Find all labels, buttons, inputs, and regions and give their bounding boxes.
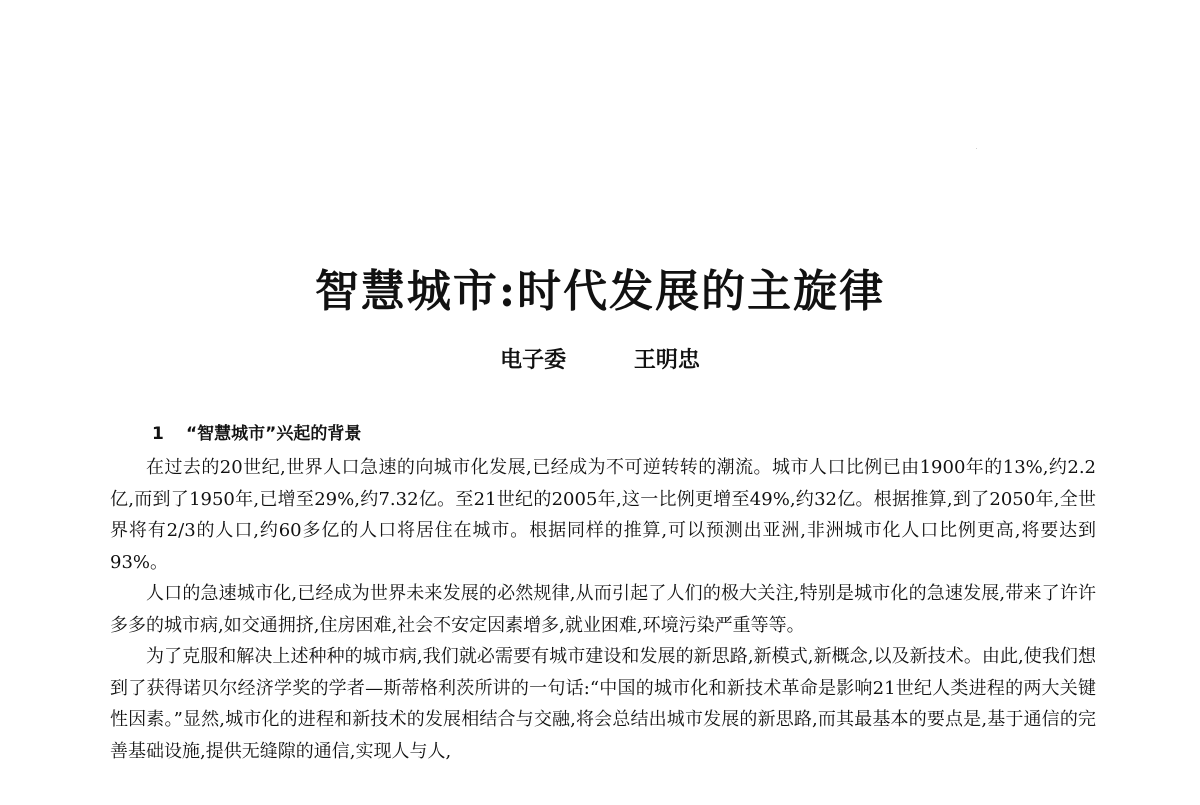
- article-title: 智慧城市:时代发展的主旋律: [314, 266, 886, 317]
- section-number: 1: [152, 424, 164, 444]
- section-title: “智慧城市”兴起的背景: [186, 424, 362, 444]
- paragraph-3: 为了克服和解决上述种种的城市病,我们就必需要有城市建设和发展的新思路,新模式,新概念,以及新技术。由此,使我们想到了获得诺贝尔经济学奖的学者—斯蒂格利茨所讲的一句话:“中国的城市化和新技术革命是影响21世纪人类进程的两大关键性因素。”显然,城市化的进程和新技术的发展相结合与交融,将会总结出城市发展的新思路,而其最基本的要点是,基于通信的完善基础设施,提供无缝隙的通信,实现人与人,: [110, 646, 1096, 762]
- paragraph-2: 人口的急速城市化,已经成为世界未来发展的必然规律,从而引起了人们的极大关注,特别是城市化的急速发展,带来了许许多多的城市病,如交通拥挤,住房困难,社会不安定因素增多,就业困难,环境污染严重等等。: [110, 583, 1096, 636]
- author-org: 电子委: [500, 347, 567, 373]
- scan-speck: [976, 148, 977, 149]
- paragraph-1: 在过去的20世纪,世界人口急速的向城市化发展,已经成为不可逆转转的潮流。城市人口比例已由1900年的13%,约2.2亿,而到了1950年,已增至29%,约7.32亿。至21世纪的2005年,这一比例更增至49%,约32亿。根据推算,到了2050年,全世界将有2/3的人口,约60多亿的人口将居住在城市。根据同样的推算,可以预测出亚洲,非洲城市化人口比例更高,将要达到93%。: [110, 457, 1096, 573]
- body-text: [110, 452, 1096, 767]
- author-name: 王明忠: [633, 347, 700, 373]
- author-line: [0, 345, 1200, 375]
- section-heading: [152, 421, 361, 447]
